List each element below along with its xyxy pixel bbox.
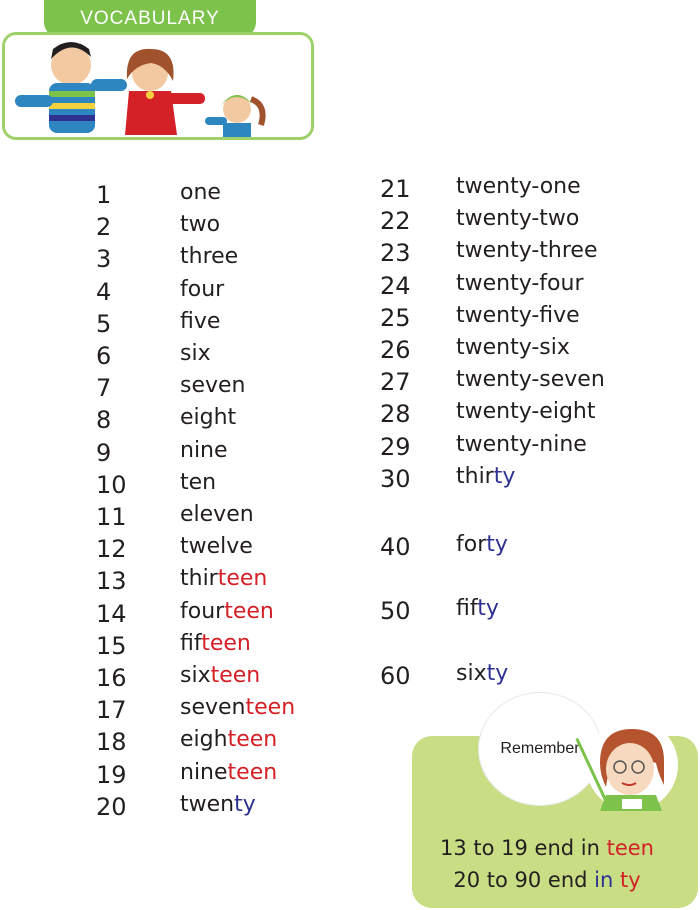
number-60: 60	[380, 661, 411, 690]
number-16: 16	[96, 664, 127, 692]
word-base: twenty-six	[456, 335, 570, 360]
word-2	[180, 211, 220, 239]
number-9: 9	[96, 438, 112, 467]
word-suffix-ty: ty	[477, 596, 499, 621]
word-9	[180, 437, 228, 465]
remember-line-2-in: in	[594, 868, 620, 892]
teacher-illustration	[566, 715, 698, 811]
remember-line-2-text: 20 to 90 end	[453, 868, 595, 892]
word-suffix-teen: teen	[210, 663, 261, 688]
number-15: 15	[96, 631, 127, 660]
word-25	[456, 302, 580, 330]
children-illustration-box	[2, 32, 314, 140]
word-28	[456, 398, 595, 426]
word-suffix-ty: ty	[493, 463, 516, 489]
word-suffix-teen: teen	[224, 598, 274, 624]
word-base: seven	[180, 373, 246, 399]
number-40: 40	[380, 532, 411, 561]
word-18	[180, 726, 277, 754]
children-illustration	[5, 35, 311, 137]
word-27	[456, 366, 605, 394]
number-8: 8	[96, 406, 112, 435]
number-23: 23	[380, 239, 411, 268]
number-2: 2	[96, 213, 112, 242]
number-20: 20	[96, 792, 127, 821]
number-7: 7	[96, 374, 112, 403]
word-base: twenty-three	[456, 238, 598, 264]
word-12	[180, 533, 253, 561]
remember-line-2-ty: ty	[619, 868, 641, 892]
word-suffix-teen: teen	[245, 695, 296, 721]
number-19: 19	[96, 760, 127, 789]
word-11	[180, 501, 254, 529]
word-base: nine	[180, 437, 228, 463]
word-base: six	[180, 341, 211, 366]
number-50: 50	[380, 597, 411, 625]
word-base: twelve	[180, 534, 253, 560]
remember-label: Remember	[500, 740, 580, 757]
word-suffix-teen: teen	[227, 727, 278, 753]
number-28: 28	[380, 400, 411, 429]
word-suffix-teen: teen	[227, 759, 278, 785]
word-base: twenty-four	[456, 270, 584, 296]
number-13: 13	[96, 567, 127, 596]
number-6: 6	[96, 342, 112, 370]
number-30: 30	[380, 464, 411, 493]
word-6	[180, 340, 211, 368]
remember-line-1	[412, 836, 682, 860]
number-14: 14	[96, 599, 127, 628]
word-19	[180, 759, 277, 787]
remember-line-1-teen: teen	[606, 836, 654, 860]
word-17	[180, 694, 295, 722]
number-1: 1	[96, 181, 112, 209]
word-base: five	[180, 308, 221, 334]
word-base: six	[456, 660, 487, 686]
word-base: fif	[456, 596, 478, 621]
number-3: 3	[96, 245, 112, 274]
number-26: 26	[380, 336, 411, 364]
word-50	[456, 595, 499, 623]
word-base: eigh	[180, 727, 228, 753]
number-5: 5	[96, 309, 112, 338]
number-18: 18	[96, 728, 127, 757]
word-base: thir	[180, 566, 218, 592]
word-suffix-ty: ty	[486, 660, 509, 686]
number-24: 24	[380, 271, 411, 300]
word-21	[456, 173, 581, 201]
word-base: two	[180, 212, 221, 238]
word-base: eleven	[180, 502, 254, 527]
word-26	[456, 334, 570, 362]
word-base: eight	[180, 405, 237, 431]
word-10	[180, 469, 216, 497]
word-base: four	[180, 598, 225, 624]
word-30	[456, 463, 515, 491]
word-base: twenty-seven	[456, 367, 605, 393]
word-base: fif	[180, 630, 202, 656]
number-25: 25	[380, 303, 411, 332]
word-24	[456, 270, 584, 298]
word-base: twenty-one	[456, 174, 581, 199]
number-27: 27	[380, 368, 411, 397]
word-14	[180, 598, 274, 626]
word-22	[456, 205, 579, 233]
word-base: nine	[180, 759, 228, 785]
word-8	[180, 404, 236, 432]
word-20	[180, 791, 256, 819]
word-29	[456, 431, 587, 459]
word-7	[180, 372, 246, 400]
word-base: twen	[180, 791, 235, 817]
vocabulary-title: VOCABULARY	[80, 8, 220, 29]
word-15	[180, 630, 251, 658]
word-suffix-ty: ty	[234, 791, 256, 817]
remember-line-1-text: 13 to 19 end in	[440, 836, 607, 860]
word-base: for	[456, 531, 487, 557]
word-16	[180, 662, 260, 690]
number-17: 17	[96, 696, 127, 725]
number-12: 12	[96, 535, 127, 564]
word-60	[456, 660, 508, 688]
number-21: 21	[380, 175, 411, 203]
word-40	[456, 531, 508, 559]
word-5	[180, 308, 220, 336]
word-base: thir	[456, 463, 494, 489]
word-suffix-teen: teen	[201, 630, 251, 656]
word-suffix-ty: ty	[486, 531, 508, 557]
number-22: 22	[380, 207, 411, 236]
word-base: twenty-two	[456, 206, 580, 232]
word-base: one	[180, 180, 221, 205]
word-13	[180, 565, 267, 593]
word-base: ten	[180, 469, 217, 495]
word-base: three	[180, 244, 239, 270]
word-base: twenty-eight	[456, 399, 596, 425]
word-base: twenty-nine	[456, 431, 587, 457]
number-11: 11	[96, 503, 127, 531]
word-base: seven	[180, 695, 246, 721]
word-3	[180, 243, 238, 271]
word-23	[456, 237, 598, 265]
word-4	[180, 276, 224, 304]
number-29: 29	[380, 432, 411, 461]
word-base: four	[180, 276, 225, 302]
remember-line-2	[412, 868, 682, 892]
word-base: six	[180, 663, 211, 688]
word-1	[180, 179, 221, 207]
word-base: twenty-five	[456, 302, 580, 328]
number-10: 10	[96, 470, 127, 499]
number-4: 4	[96, 277, 112, 306]
word-suffix-teen: teen	[217, 566, 268, 592]
